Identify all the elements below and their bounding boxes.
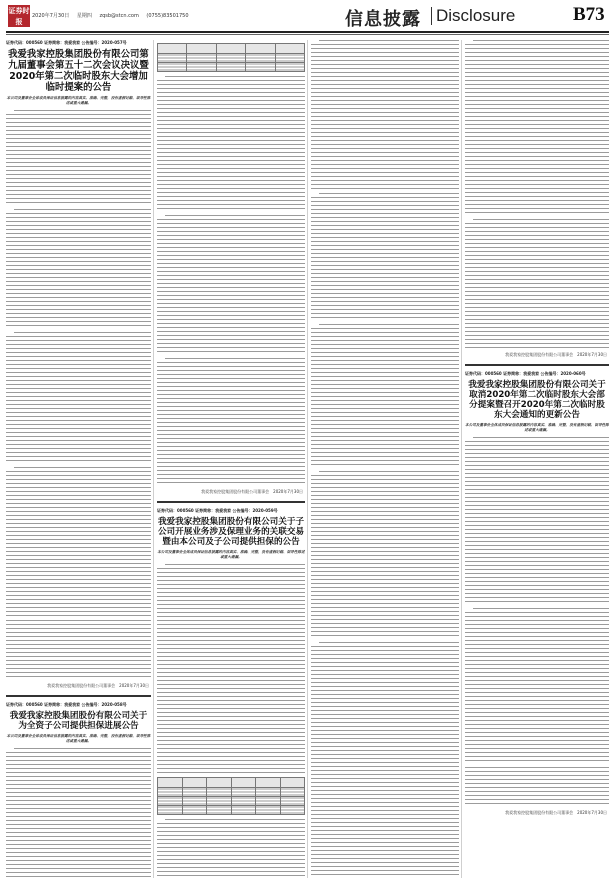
column-3 <box>311 40 459 878</box>
body-text <box>311 40 459 190</box>
notice-signature: 我爱我家控股集团股份有限公司董事会 2020年7月30日 <box>201 489 303 494</box>
column-divider <box>307 40 308 878</box>
body-text <box>6 332 151 464</box>
notice-factoring-guarantee <box>157 508 305 878</box>
body-text <box>465 608 609 764</box>
notice-headline: 我爱我家控股集团股份有限公司关于子公司开展业务涉及保理业务的关联交易暨由本公司及子公司提供担保的公告 <box>157 517 305 547</box>
column-2 <box>157 40 305 878</box>
body-text <box>465 767 609 807</box>
masthead <box>0 0 615 30</box>
body-text <box>6 209 151 329</box>
column-divider <box>153 40 154 878</box>
stock-code-line: 证券代码：000560 证券简称：我爱我家 公告编号：2020-057号 <box>6 40 127 45</box>
notice-signature: 我爱我家控股集团股份有限公司董事会 2020年7月30日 <box>505 352 607 357</box>
notice-headline: 我爱我家控股集团股份有限公司关于为全资子公司提供担保进展公告 <box>9 711 148 731</box>
stock-code-line: 证券代码：000560 证券简称：我爱我家 公告编号：2020-058号 <box>6 702 127 707</box>
section-title-en: Disclosure <box>436 6 516 25</box>
masthead-rule <box>6 31 609 33</box>
stock-code-line: 证券代码：000560 证券简称：我爱我家 公告编号：2020-059号 <box>157 508 278 513</box>
masthead-info <box>32 12 195 19</box>
body-text <box>311 324 459 468</box>
notice-divider <box>157 501 305 503</box>
notice-guarantee-progress <box>6 702 151 878</box>
issue-date: 2020年7月30日 <box>32 13 70 19</box>
section-separator <box>431 7 432 25</box>
body-text <box>157 76 305 212</box>
body-text <box>157 215 305 355</box>
body-text <box>465 219 609 349</box>
stock-code-line: 证券代码：000560 证券简称：我爱我家 公告编号：2020-060号 <box>465 371 586 376</box>
column-1 <box>6 40 151 878</box>
notice-board-resolution <box>6 40 151 689</box>
notice-divider <box>6 695 151 697</box>
issue-weekday: 星期四 <box>76 13 92 19</box>
body-text <box>311 471 459 639</box>
body-text <box>157 819 305 878</box>
notice-headline: 我爱我家控股集团股份有限公司关于取消2020年第二次临时股东大会部分提案暨召开2020年第二次临时股东大会通知的更新公告 <box>468 380 606 420</box>
body-text <box>6 748 151 878</box>
column-4 <box>465 40 609 878</box>
body-text <box>465 40 609 216</box>
body-text <box>311 193 459 321</box>
guarantee-table <box>157 43 305 72</box>
contact-email: zqsb@stcn.com <box>99 13 139 19</box>
column-divider <box>461 40 462 878</box>
section-title: 信息披露 <box>345 9 421 30</box>
notice-signature: 我爱我家控股集团股份有限公司董事会 2020年7月30日 <box>47 683 149 688</box>
related-party-table <box>157 777 305 815</box>
page-number: B73 <box>573 4 605 25</box>
notice-pledge: 本公司及董事会全体成员保证信息披露的内容真实、准确、完整，没有虚假记载、误导性陈述或重大遗漏。 <box>6 96 151 105</box>
notice-pledge: 本公司及董事会全体成员保证信息披露的内容真实、准确、完整，没有虚假记载、误导性陈述或重大遗漏。 <box>465 423 609 432</box>
notice-headline: 我爱我家控股集团股份有限公司第九届董事会第五十二次会议决议暨2020年第二次临时股东大会增加临时提案的公告 <box>8 49 149 93</box>
notice-pledge: 本公司及董事会全体成员保证信息披露的内容真实、准确、完整，没有虚假记载、误导性陈述或重大遗漏。 <box>6 734 151 743</box>
body-text <box>157 358 305 486</box>
notice-shareholder-meeting <box>465 371 609 816</box>
contact-phone: (0755)83501750 <box>146 13 189 19</box>
body-text <box>6 110 151 206</box>
body-text <box>6 467 151 617</box>
newspaper-logo: 证券时报 <box>8 6 30 26</box>
masthead-rule-thin <box>6 34 609 35</box>
notice-signature: 我爱我家控股集团股份有限公司董事会 2020年7月30日 <box>505 810 607 815</box>
body-text <box>465 437 609 605</box>
body-text <box>311 642 459 878</box>
body-text <box>157 564 305 774</box>
notice-pledge: 本公司及董事会全体成员保证信息披露的内容真实、准确、完整，没有虚假记载、误导性陈述或重大遗漏。 <box>157 550 305 559</box>
body-text <box>6 620 151 680</box>
notice-divider <box>465 364 609 366</box>
